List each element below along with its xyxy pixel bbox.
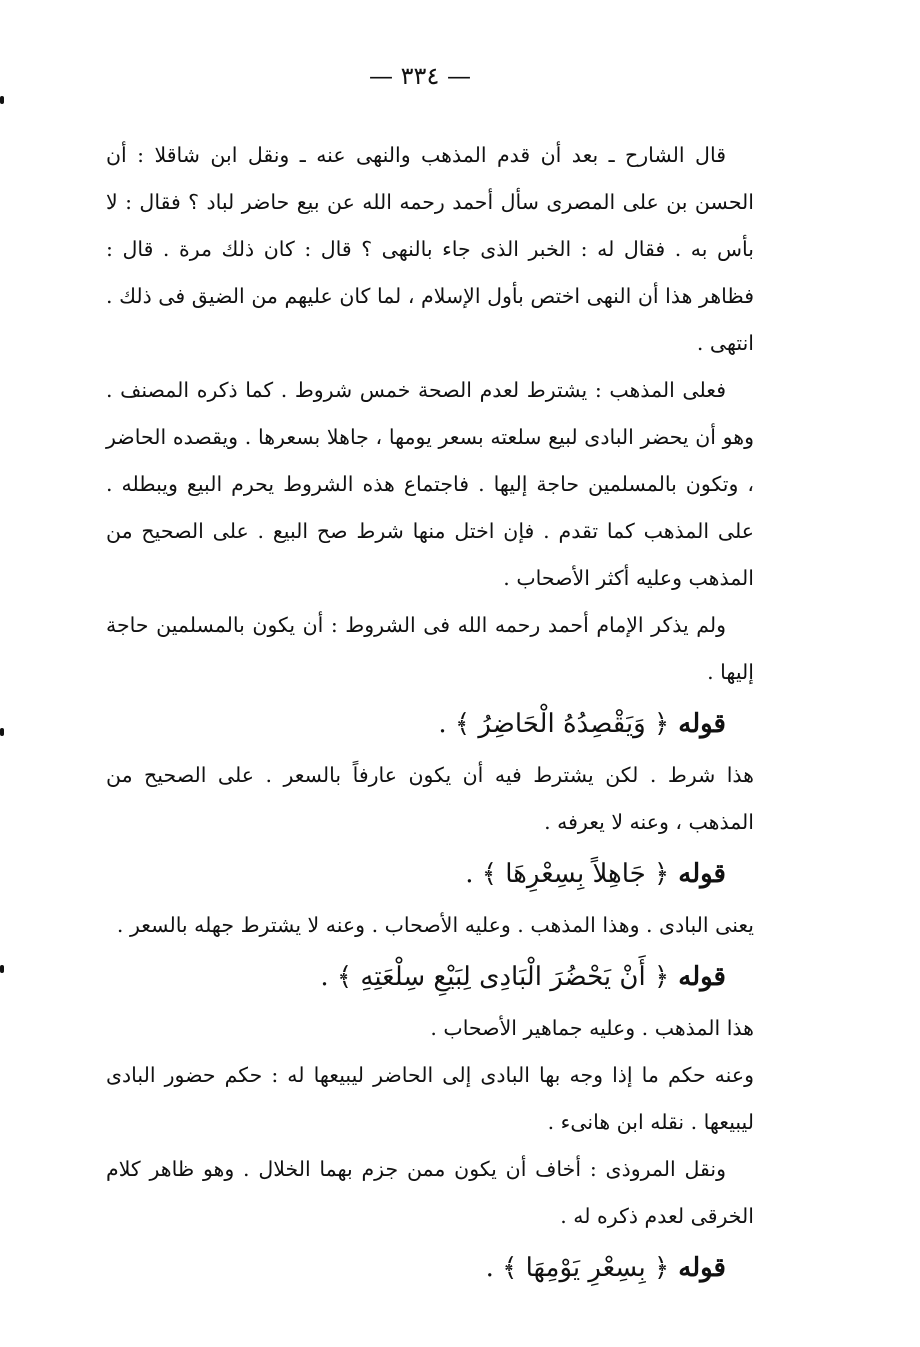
paragraph: قال الشارح ـ بعد أن قدم المذهب والنهى عنه ـ ونقل ابن شاقلا : أن الحسن بن على المصرى سأل أحمد رحمه الله عن بيع حاضر لباد ؟ فقال : لا بأس به . فقال له : الخبر الذى جاء بالنهى ؟ قال : كان ذلك مرة . قال : فظاهر هذا أن النهى اختص بأول الإسلام ، لما كان عليهم من الضيق فى ذلك . انتهى . <box>106 143 754 355</box>
scan-mark <box>0 965 4 973</box>
quoted-heading <box>106 1240 754 1296</box>
quoted-heading <box>106 696 754 752</box>
heading-quote: ﴿ جَاهِلاً بِسِعْرِهَا ﴾ . <box>465 859 670 889</box>
heading-label: قوله <box>678 709 726 739</box>
quoted-heading <box>106 846 754 902</box>
paragraph: هذا شرط . لكن يشترط فيه أن يكون عارفاً بالسعر . على الصحيح من المذهب ، وعنه لا يعرفه . <box>106 763 754 834</box>
quoted-heading <box>106 949 754 1005</box>
text-body <box>106 132 754 1296</box>
page-number: — ٣٣٤ — <box>369 62 471 90</box>
heading-label: قوله <box>678 859 726 889</box>
heading-quote: ﴿ وَيَقْصِدُهُ الْحَاضِرُ ﴾ . <box>438 709 670 739</box>
paragraph: وعنه حكم ما إذا وجه بها البادى إلى الحاضر ليبيعها له : حكم حضور البادى ليبيعها . نقله ابن هانىء . <box>106 1063 754 1134</box>
heading-label: قوله <box>678 1253 726 1283</box>
paragraph: فعلى المذهب : يشترط لعدم الصحة خمس شروط . كما ذكره المصنف . وهو أن يحضر البادى لبيع سلعته بسعر يومها ، جاهلا بسعرها . ويقصده الحاضر ، وتكون بالمسلمين حاجة إليها . فاجتماع هذه الشروط يحرم البيع ويبطله . على المذهب كما تقدم . فإن اختل منها شرط صح البيع . على الصحيح من المذهب وعليه أكثر الأصحاب . <box>106 378 754 590</box>
scan-mark <box>0 96 4 104</box>
heading-label: قوله <box>678 962 726 992</box>
paragraph: هذا المذهب . وعليه جماهير الأصحاب . <box>430 1016 754 1040</box>
heading-quote: ﴿ بِسِعْرِ يَوْمِهَا ﴾ . <box>485 1253 670 1283</box>
paragraph: ونقل المروذى : أخاف أن يكون ممن جزم بهما الخلال . وهو ظاهر كلام الخرقى لعدم ذكره له . <box>106 1157 754 1228</box>
scan-mark <box>0 728 4 736</box>
paragraph: يعنى البادى . وهذا المذهب . وعليه الأصحاب . وعنه لا يشترط جهله بالسعر . <box>116 913 754 937</box>
heading-quote: ﴿ أَنْ يَحْضُرَ الْبَادِى لِبَيْعِ سِلْعَتِهِ ﴾ . <box>320 962 670 992</box>
paragraph: ولم يذكر الإمام أحمد رحمه الله فى الشروط : أن يكون بالمسلمين حاجة إليها . <box>106 613 754 684</box>
